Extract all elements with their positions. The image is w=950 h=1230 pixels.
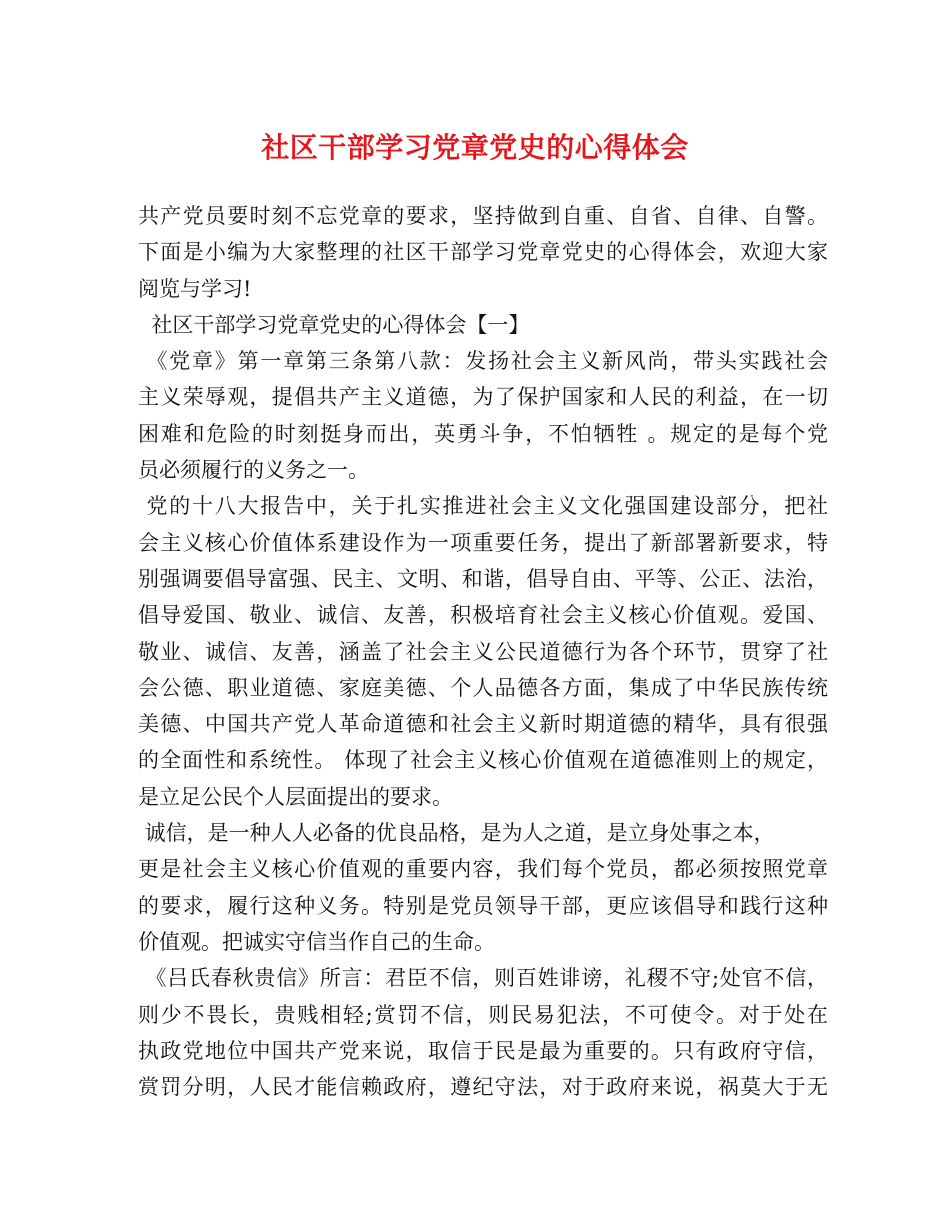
text-line: 《吕氏春秋贵信》所言：君臣不信，则百姓诽谤，礼稷不守;处官不信， bbox=[138, 966, 828, 991]
text-line: 社区干部学习党章党史的心得体会【一】 bbox=[138, 312, 530, 337]
text-line: 员必须履行的义务之一。 bbox=[138, 458, 369, 483]
text-line: 敬业、诚信、友善，涵盖了社会主义公民道德行为各个环节，贯穿了社 bbox=[138, 639, 828, 664]
text-line: 倡导爱国、敬业、诚信、友善，积极培育社会主义核心价值观。爱国、 bbox=[138, 603, 828, 628]
text-line: 会公德、职业道德、家庭美德、个人品德各方面，集成了中华民族传统 bbox=[138, 675, 828, 700]
text-line: 美德、中国共产党人革命道德和社会主义新时期道德的精华，具有很强 bbox=[138, 712, 828, 737]
text-line: 执政党地位中国共产党来说，取信于民是最为重要的。只有政府守信， bbox=[138, 1038, 828, 1063]
text-line: 主义荣辱观，提倡共产主义道德，为了保护国家和人民的利益，在一切 bbox=[138, 385, 828, 410]
document-title: 社区干部学习党章党史的心得体会 bbox=[261, 131, 689, 164]
text-line: 别强调要倡导富强、民主、文明、和谐，倡导自由、平等、公正、法治， bbox=[138, 566, 828, 591]
text-line: 会主义核心价值体系建设作为一项重要任务，提出了新部署新要求，特 bbox=[138, 530, 828, 555]
text-line: 的要求，履行这种义务。特别是党员领导干部，更应该倡导和践行这种 bbox=[138, 893, 828, 918]
text-line: 下面是小编为大家整理的社区干部学习党章党史的心得体会，欢迎大家 bbox=[138, 240, 828, 265]
text-line: 是立足公民个人层面提出的要求。 bbox=[138, 784, 453, 809]
text-line: 党的十八大报告中，关于扎实推进社会主义文化强国建设部分，把社 bbox=[138, 494, 828, 519]
text-line: 的全面性和系统性。 体现了社会主义核心价值观在道德准则上的规定， bbox=[138, 748, 828, 773]
text-line: 更是社会主义核心价值观的重要内容，我们每个党员，都必须按照党章 bbox=[138, 857, 828, 882]
text-line: 价值观。把诚实守信当作自己的生命。 bbox=[138, 929, 495, 954]
text-line: 共产党员要时刻不忘党章的要求，坚持做到自重、自省、自律、自警。 bbox=[138, 204, 828, 228]
text-line: 阅览与学习! bbox=[138, 276, 252, 301]
text-line: 则少不畏长，贵贱相轻;赏罚不信，则民易犯法，不可使令。对于处在 bbox=[138, 1002, 828, 1027]
text-line: 《党章》第一章第三条第八款：发扬社会主义新风尚，带头实践社会 bbox=[138, 349, 828, 374]
text-line: 诚信，是一种人人必备的优良品格，是为人之道，是立身处事之本， bbox=[138, 821, 775, 846]
text-line: 赏罚分明，人民才能信赖政府，遵纪守法，对于政府来说，祸莫大于无 bbox=[138, 1075, 828, 1100]
text-line: 困难和危险的时刻挺身而出，英勇斗争，不怕牺牲 。规定的是每个党 bbox=[138, 421, 828, 446]
document-body bbox=[138, 198, 828, 1105]
